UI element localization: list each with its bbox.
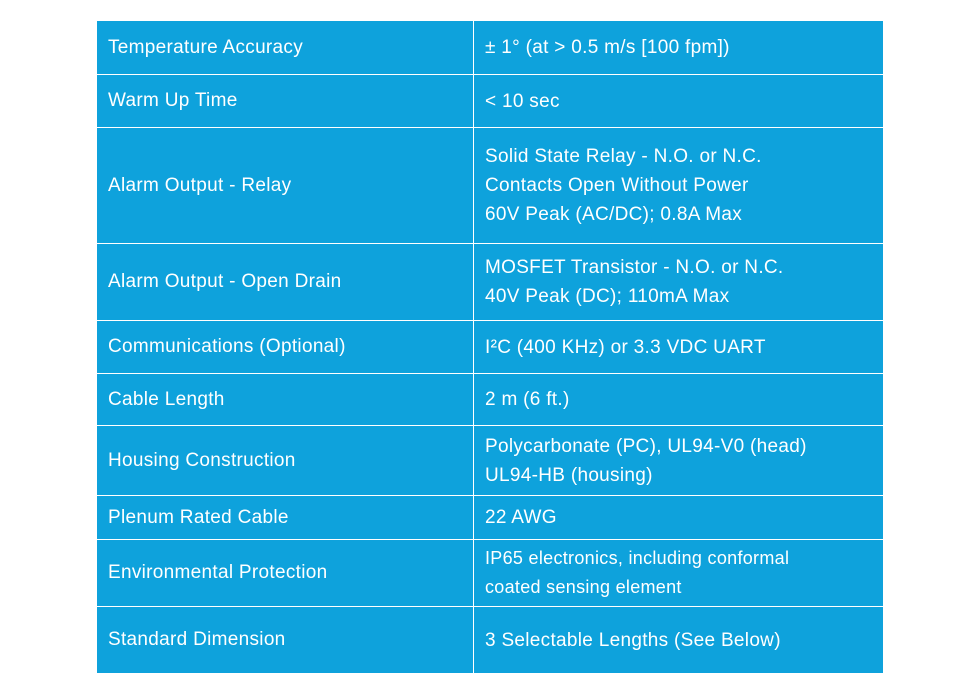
spec-value xyxy=(474,607,884,674)
spec-value-line: ± 1° (at > 0.5 m/s [100 fpm]) xyxy=(485,37,730,58)
spec-row-housing-construction xyxy=(97,426,884,496)
spec-row-warm-up-time xyxy=(97,75,884,128)
spec-row-temperature-accuracy xyxy=(97,21,884,75)
spec-value xyxy=(474,426,884,496)
spec-value-line: < 10 sec xyxy=(485,90,560,112)
spec-value xyxy=(474,75,884,128)
spec-row-standard-dimension xyxy=(97,607,884,674)
spec-value-line: 22 AWG xyxy=(485,507,557,528)
spec-value-line: 2 m (6 ft.) xyxy=(485,389,570,410)
spec-value xyxy=(474,496,884,540)
spec-label: Standard Dimension xyxy=(97,607,474,674)
spec-value-line: UL94-HB (housing) xyxy=(485,464,653,486)
spec-value-line: I²C (400 KHz) or 3.3 VDC UART xyxy=(485,336,766,358)
spec-value-line: 3 Selectable Lengths (See Below) xyxy=(485,629,781,651)
spec-label: Environmental Protection xyxy=(97,540,474,607)
spec-value-line: IP65 electronics, including conformal xyxy=(485,548,790,568)
spec-value-line: 40V Peak (DC); 110mA Max xyxy=(485,286,730,307)
spec-value-line: MOSFET Transistor - N.O. or N.C. xyxy=(485,257,784,278)
specifications-table xyxy=(96,20,884,674)
spec-label: Alarm Output - Open Drain xyxy=(97,244,474,321)
spec-value xyxy=(474,374,884,426)
spec-row-alarm-output-open-drain xyxy=(97,244,884,321)
spec-label: Plenum Rated Cable xyxy=(97,496,474,540)
spec-value xyxy=(474,540,884,607)
spec-row-plenum-rated-cable xyxy=(97,496,884,540)
spec-value-line: Solid State Relay - N.O. or N.C. xyxy=(485,146,762,167)
spec-row-alarm-output-relay xyxy=(97,128,884,244)
spec-label: Cable Length xyxy=(97,374,474,426)
spec-label: Communications (Optional) xyxy=(97,321,474,374)
spec-value xyxy=(474,128,884,244)
spec-label: Housing Construction xyxy=(97,426,474,496)
spec-label: Alarm Output - Relay xyxy=(97,128,474,244)
spec-value xyxy=(474,244,884,321)
spec-label: Warm Up Time xyxy=(97,75,474,128)
spec-row-environmental-protection xyxy=(97,540,884,607)
spec-row-communications xyxy=(97,321,884,374)
spec-row-cable-length xyxy=(97,374,884,426)
spec-value xyxy=(474,321,884,374)
spec-value-line: Contacts Open Without Power xyxy=(485,175,749,196)
spec-value xyxy=(474,21,884,75)
spec-value-line: 60V Peak (AC/DC); 0.8A Max xyxy=(485,204,743,225)
spec-value-line: coated sensing element xyxy=(485,577,682,597)
spec-value-line: Polycarbonate (PC), UL94-V0 (head) xyxy=(485,435,807,457)
spec-label: Temperature Accuracy xyxy=(97,21,474,75)
